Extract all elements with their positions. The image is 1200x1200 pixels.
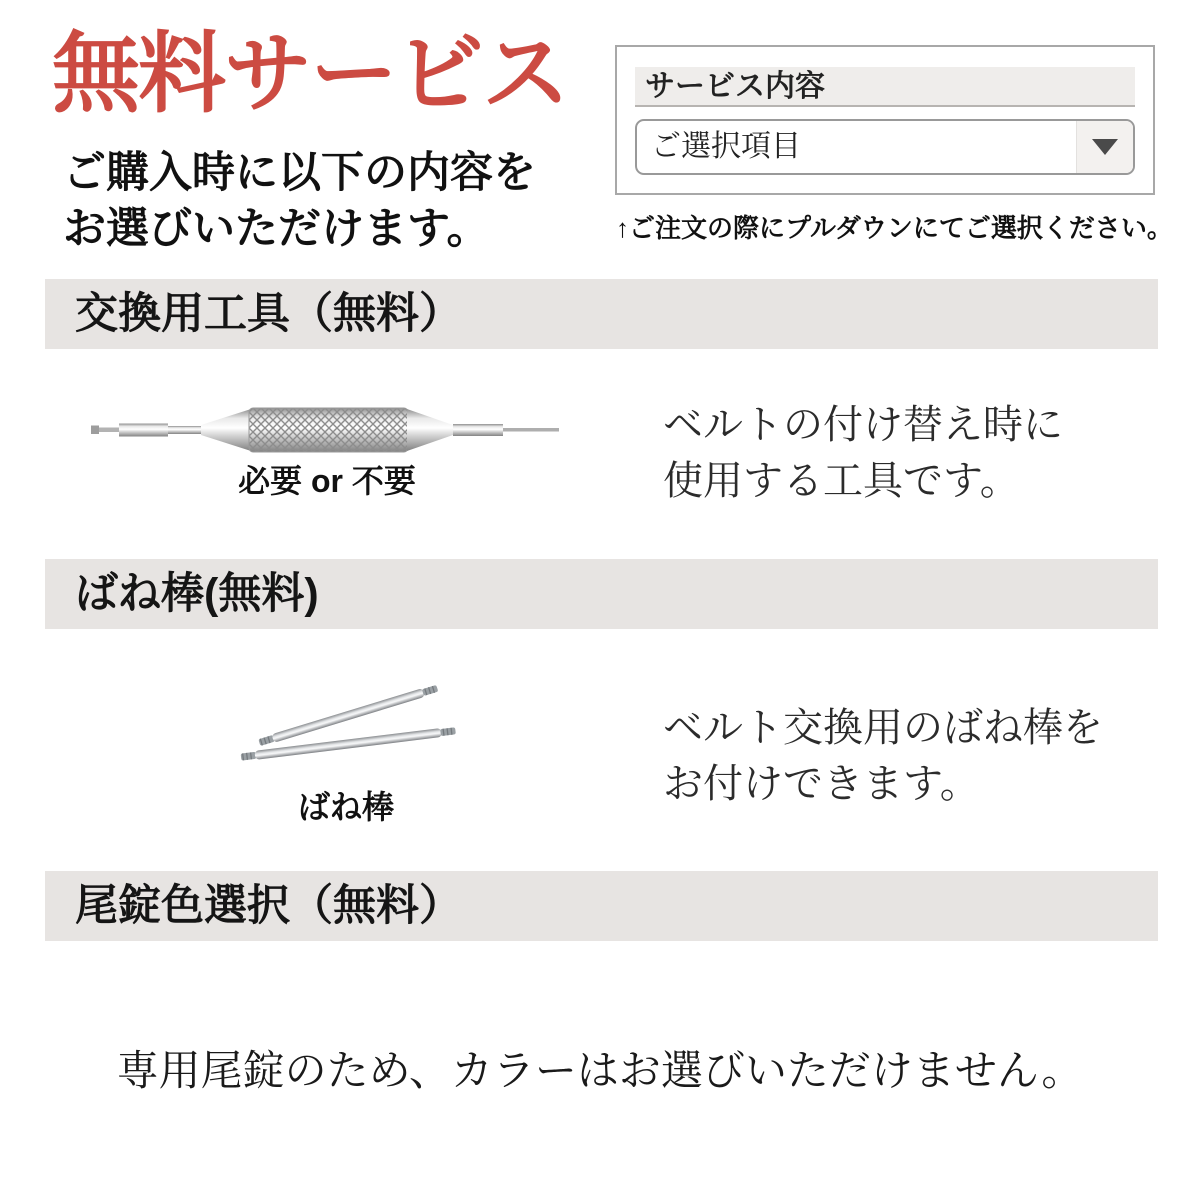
spring-bars-image xyxy=(240,675,470,790)
subtitle-line-2: お選びいただけます。 xyxy=(63,204,490,253)
spring-bar-description-line-2: お付けできます。 xyxy=(663,762,980,806)
spring-bar-tool-image xyxy=(85,400,565,460)
spring-bar-description-line-1: ベルト交換用のばね棒を xyxy=(663,706,1103,750)
section-heading-spring-bar: ばね棒(無料) xyxy=(45,559,1158,629)
tool-description-line-2: 使用する工具です。 xyxy=(663,459,1020,503)
service-dropdown[interactable] xyxy=(635,119,1135,175)
pulldown-instruction-note: ↑ご注文の際にプルダウンにてご選択ください。 xyxy=(616,213,1173,243)
buckle-color-note: 専用尾錠のため、カラーはお選びいただけません。 xyxy=(116,1047,1084,1094)
tool-description xyxy=(663,397,1063,509)
dropdown-arrow-button[interactable] xyxy=(1076,121,1133,173)
subtitle-line-1: ご購入時に以下の内容を xyxy=(63,149,536,197)
spring-bar-description xyxy=(663,700,1103,812)
page-title: 無料サービス xyxy=(52,24,569,123)
service-box-label: サービス内容 xyxy=(635,67,1135,107)
section-heading-exchange-tool: 交換用工具（無料） xyxy=(45,279,1158,349)
chevron-down-icon xyxy=(1092,139,1118,155)
tool-caption: 必要 or 不要 xyxy=(238,463,416,499)
section-heading-buckle-color: 尾錠色選択（無料） xyxy=(45,871,1158,941)
service-dropdown-value: ご選択項目 xyxy=(651,130,801,163)
service-selection-box xyxy=(615,45,1155,195)
tool-description-line-1: ベルトの付け替え時に xyxy=(663,403,1063,447)
page-subtitle xyxy=(63,146,623,258)
spring-bar-caption: ばね棒 xyxy=(297,789,394,825)
